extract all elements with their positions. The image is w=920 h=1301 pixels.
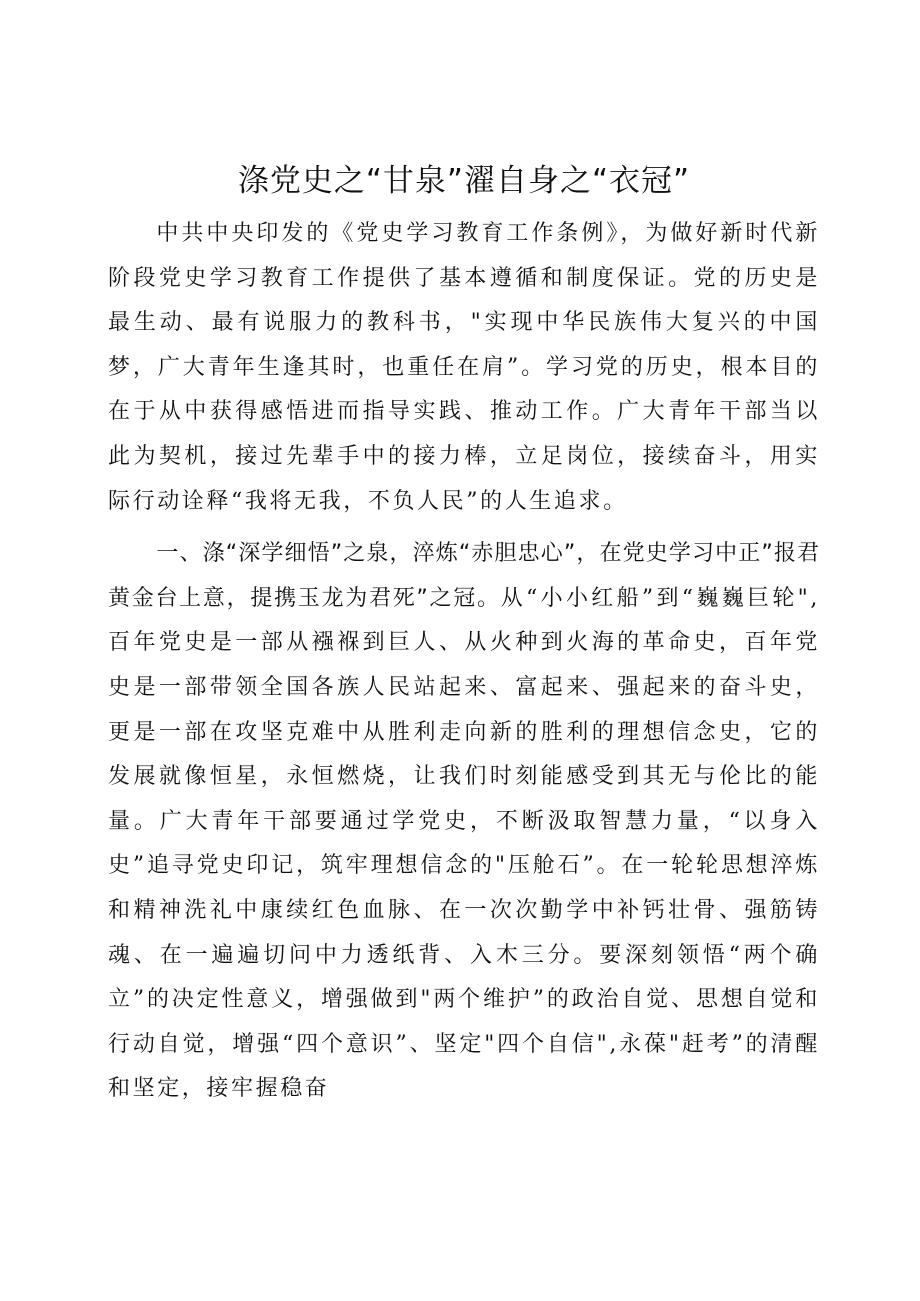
section-one-text: 从“小小红船”到“巍巍巨轮",百年党史是一部从襁褓到巨人、从火种到火海的革命史，百年党史是一部带领全国各族人民站起来、富起来、强起来的奋斗史，更是一部在攻坚克难中从胜利走向新的胜利的理想信念史，它的发展就像恒星，永恒燃烧，让我们时刻能感受到其无与伦比的能量。广大青年干部要通过学党史，不断汲取智慧力量，“以身入史”追寻党史印记，筑牢理想信念的"压舱石”。在一轮轮思想淬炼和精神洗礼中康续红色血脉、在一次次勤学中补钙壮骨、强筋铸魂、在一遍遍切问中力透纸背、入木三分。要深刻领悟“两个确立”的决定性意义，增强做到"两个维护”的政治自觉、思想自觉和行动自觉，增强“四个意识”、坚定"四个自信",永葆"赶考”的清醒和坚定，接牢握稳奋 — [108, 585, 820, 1102]
section-one-heading: 一、涤“深学细悟”之泉，淬炼“赤胆忠心”，在党史学习中正”报君黄金台上意，提携玉龙为君死”之冠。 — [108, 541, 820, 611]
document-title: 涤党史之“甘泉”濯自身之“衣冠” — [237, 163, 691, 199]
document-body — [108, 212, 820, 1112]
paragraph-intro-text: 中共中央印发的《党史学习教育工作条例》，为做好新时代新阶段党史学习教育工作提供了基本遵循和制度保证。党的历史是最生动、最有说服力的教科书，"实现中华民族伟大复兴的中国梦，广大青年生逢其时，也重任在肩”。学习党的历史，根本目的在于从中获得感悟进而指导实践、推动工作。广大青年干部当以此为契机，接过先辈手中的接力棒，立足岗位，接续奋斗，用实际行动诠释“我将无我，不负人民”的人生追求。 — [108, 221, 820, 514]
paragraph-intro — [108, 212, 820, 524]
paragraph-section-one — [108, 532, 820, 1112]
